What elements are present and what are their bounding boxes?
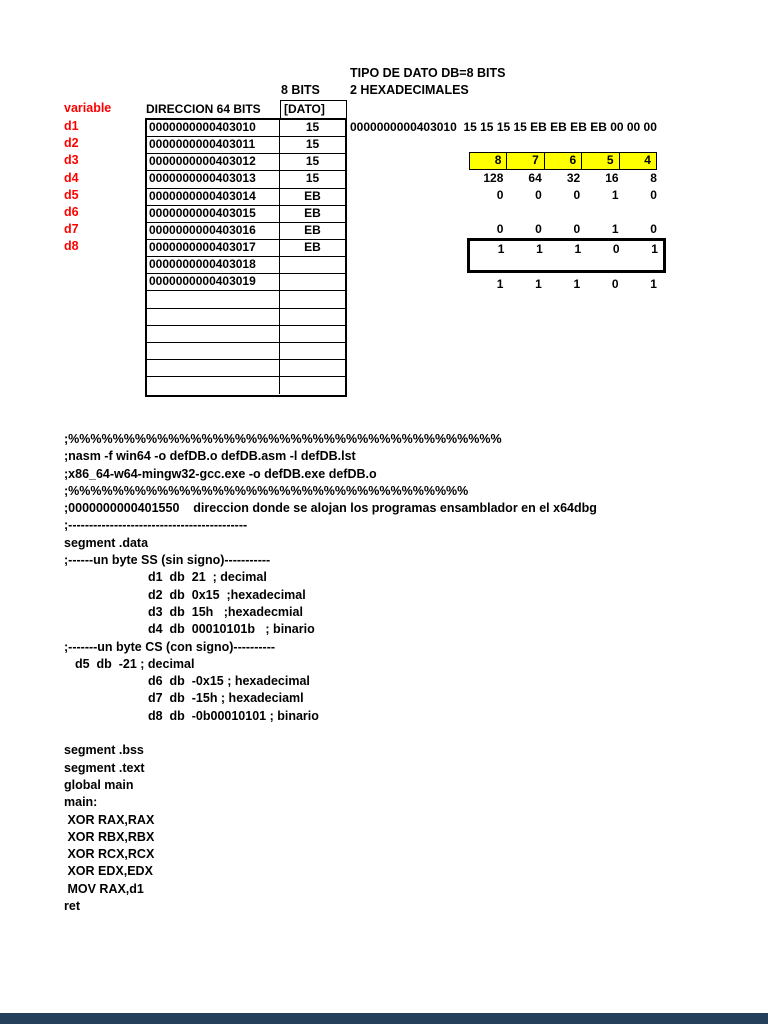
code-line: ;------------------------------------------- <box>64 518 248 533</box>
bit-positions-row <box>470 152 657 169</box>
address-cell: 0000000000403013 <box>147 171 280 187</box>
memory-table-row <box>147 291 345 308</box>
bit-position-cell: 6 <box>544 152 582 169</box>
memory-table-row <box>147 257 345 274</box>
code-line: d7 db -15h ; hexadeciaml <box>148 691 304 706</box>
memory-table-row <box>147 360 345 377</box>
bit-position-cell: 5 <box>581 152 619 169</box>
memory-table-row <box>147 189 345 206</box>
variable-label: d4 <box>64 170 79 185</box>
dato-cell <box>280 309 345 325</box>
unsigned-bits-row <box>470 187 662 204</box>
dato-cell: EB <box>304 222 321 237</box>
dato-column-label: [DATO] <box>280 100 347 118</box>
footer-bar <box>0 1013 768 1024</box>
signed-bits-row <box>471 241 663 258</box>
code-line: ret <box>64 899 80 914</box>
bit-value-cell: 1 <box>574 242 582 257</box>
bit-weight-cell: 32 <box>566 170 581 185</box>
bit-value-cell: 1 <box>650 276 657 291</box>
memory-table-row <box>147 326 345 343</box>
address-cell: 0000000000403010 <box>147 120 280 136</box>
bit-value-cell: 1 <box>573 276 581 291</box>
bit-value-cell: 0 <box>573 222 581 237</box>
bit-value-cell: 1 <box>611 222 619 237</box>
code-line: XOR RBX,RBX <box>64 829 155 844</box>
code-line: segment .data <box>64 535 149 550</box>
address-cell: 0000000000403016 <box>147 223 280 239</box>
address-column-label: DIRECCION 64 BITS <box>146 102 261 116</box>
code-line: ;nasm -f win64 -o defDB.o defDB.asm -l defDB.lst <box>64 449 356 464</box>
dato-cell: EB <box>304 205 321 220</box>
bit-position-cell: 7 <box>506 152 544 169</box>
bit-position-cell: 4 <box>619 152 657 169</box>
code-line: d3 db 15h ;hexadecmial <box>148 604 303 619</box>
bit-weights-row <box>470 170 662 187</box>
code-line: segment .text <box>64 760 145 775</box>
address-cell: 0000000000403011 <box>147 137 280 153</box>
code-line: MOV RAX,d1 <box>64 881 144 896</box>
code-line: XOR EDX,EDX <box>64 864 153 879</box>
dato-cell: 15 <box>305 171 320 186</box>
dato-cell: EB <box>304 239 321 254</box>
assembly-code-block <box>64 431 597 915</box>
bit-value-cell: 1 <box>497 242 505 257</box>
code-line: main: <box>64 795 98 810</box>
variable-labels-column <box>64 119 79 257</box>
bit-value-cell: 0 <box>573 187 581 202</box>
page-title: TIPO DE DATO DB=8 BITS <box>350 66 506 80</box>
memory-table-row <box>147 223 345 240</box>
address-cell: 0000000000403014 <box>147 189 280 205</box>
bit-value-cell: 1 <box>496 276 504 291</box>
code-line: d5 db -21 ; decimal <box>75 656 195 671</box>
dato-cell <box>280 291 345 307</box>
address-cell: 0000000000403017 <box>147 240 280 256</box>
memory-table <box>145 118 347 397</box>
bits-column-label: 8 BITS <box>281 83 320 97</box>
memory-table-row <box>147 171 345 188</box>
code-line: global main <box>64 777 134 792</box>
memory-table-row <box>147 154 345 171</box>
variable-label: d3 <box>64 153 79 168</box>
dato-cell: 15 <box>305 154 320 169</box>
variable-column-label: variable <box>64 101 112 115</box>
code-line: segment .bss <box>64 743 144 758</box>
bit-weight-cell: 8 <box>650 170 657 185</box>
code-line: XOR RAX,RAX <box>64 812 155 827</box>
code-line <box>64 725 597 742</box>
dato-cell <box>280 377 345 394</box>
dato-cell: 15 <box>305 120 320 134</box>
bit-value-cell: 0 <box>650 222 657 237</box>
dato-cell <box>280 360 345 376</box>
memory-table-row <box>147 309 345 326</box>
address-cell <box>147 360 280 376</box>
code-line: XOR RCX,RCX <box>64 847 155 862</box>
address-cell <box>147 309 280 325</box>
code-line: ;------un byte SS (sin signo)----------- <box>64 553 271 568</box>
dato-cell: EB <box>304 188 321 203</box>
variable-label: d6 <box>64 204 79 219</box>
bit-weight-cell: 64 <box>528 170 542 185</box>
bit-value-cell: 0 <box>496 187 504 202</box>
address-cell <box>147 377 280 394</box>
bit-value-cell: 0 <box>535 222 542 237</box>
bit-value-cell: 1 <box>535 276 542 291</box>
memory-table-row <box>147 206 345 223</box>
memory-table-row <box>147 120 345 137</box>
dato-cell <box>280 257 345 273</box>
page-subtitle: 2 HEXADECIMALES <box>350 83 469 97</box>
dato-cell: 15 <box>305 137 320 152</box>
address-cell <box>147 326 280 342</box>
address-cell: 0000000000403018 <box>147 257 280 273</box>
variable-label: d2 <box>64 136 79 151</box>
code-line: ;-------un byte CS (con signo)---------- <box>64 639 276 654</box>
code-line: d2 db 0x15 ;hexadecimal <box>148 587 306 602</box>
code-line: ;0000000000401550 direccion donde se alojan los programas ensamblador en el x64dbg <box>64 501 597 516</box>
memory-table-row <box>147 137 345 154</box>
bit-table <box>470 118 663 298</box>
bit-value-cell: 1 <box>536 242 543 257</box>
code-line: d4 db 00010101b ; binario <box>148 622 315 637</box>
address-cell <box>147 343 280 359</box>
code-line: ;x86_64-w64-mingw32-gcc.exe -o defDB.exe defDB.o <box>64 466 377 481</box>
bit-value-cell: 1 <box>651 242 658 257</box>
variable-label: d5 <box>64 187 79 202</box>
bit-position-cell: 8 <box>469 152 507 169</box>
dato-cell <box>280 274 345 290</box>
bit-weight-cell: 128 <box>483 170 504 185</box>
unsigned-bits-row-2 <box>470 221 662 238</box>
signed-bits-box <box>467 238 666 273</box>
bit-value-cell: 0 <box>496 222 504 237</box>
bit-value-cell: 0 <box>612 242 620 257</box>
bit-weight-cell: 16 <box>605 170 619 185</box>
memory-table-row <box>147 274 345 291</box>
dato-cell <box>280 343 345 359</box>
dato-cell <box>280 326 345 342</box>
bit-value-cell: 0 <box>535 187 542 202</box>
variable-label: d7 <box>64 222 79 237</box>
bit-value-cell: 1 <box>611 187 619 202</box>
address-cell: 0000000000403015 <box>147 206 280 222</box>
address-cell: 0000000000403019 <box>147 274 280 290</box>
bit-value-cell: 0 <box>650 187 657 202</box>
variable-label: d1 <box>64 119 79 133</box>
variable-label: d8 <box>64 239 79 254</box>
code-line: d8 db -0b00010101 ; binario <box>148 708 319 723</box>
bit-value-cell: 0 <box>611 276 619 291</box>
memory-table-row <box>147 343 345 360</box>
memory-table-row <box>147 240 345 257</box>
address-cell <box>147 291 280 307</box>
code-line: ;%%%%%%%%%%%%%%%%%%%%%%%%%%%%%%%%%%%%%%% <box>64 432 502 446</box>
code-line: ;%%%%%%%%%%%%%%%%%%%%%%%%%%%%%%%%%%%% <box>64 483 469 498</box>
address-cell: 0000000000403012 <box>147 154 280 170</box>
code-line: d1 db 21 ; decimal <box>148 570 267 585</box>
signed-bits-row-2 <box>470 276 662 293</box>
memory-dump-line: 0000000000403010 15 15 15 15 EB EB EB EB 00 00 00 <box>350 120 657 134</box>
memory-table-row <box>147 377 345 394</box>
code-line: d6 db -0x15 ; hexadecimal <box>148 674 310 689</box>
